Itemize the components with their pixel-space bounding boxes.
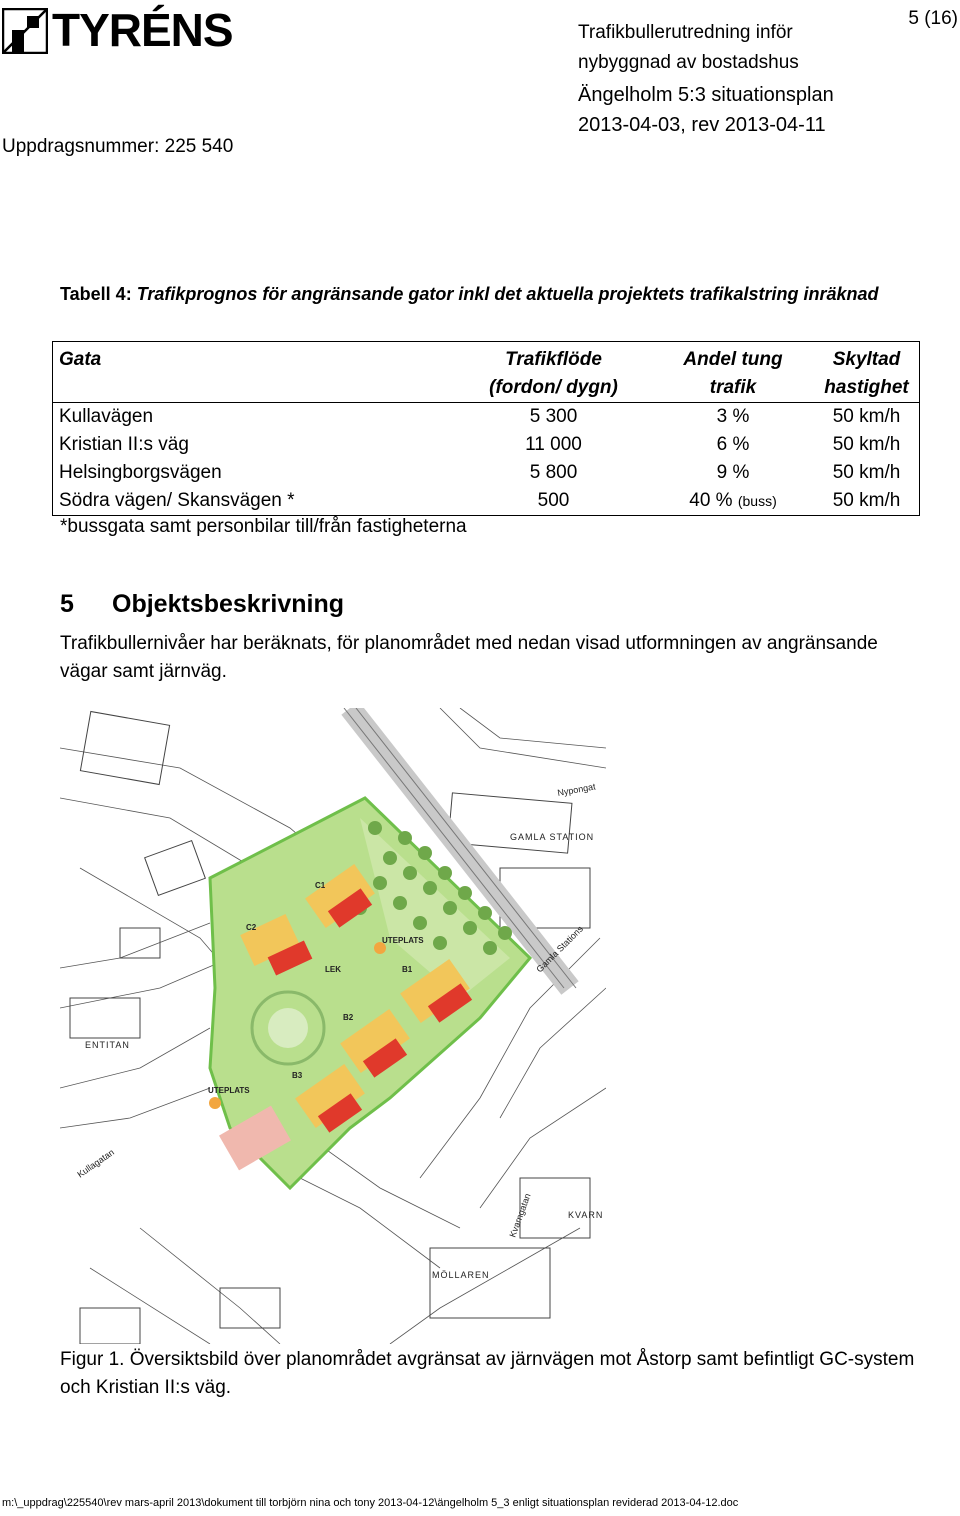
map-label-uteplats: UTEPLATS [208, 1086, 250, 1095]
section-heading [60, 590, 344, 619]
cell-flow: 500 [537, 490, 570, 511]
assignment-number: Uppdragsnummer: 225 540 [2, 136, 234, 157]
page-number: 5 (16) [908, 8, 958, 29]
table-row [53, 487, 920, 516]
tyrens-logo-icon [2, 8, 48, 54]
play-center [268, 1008, 308, 1048]
map-label-b2: B2 [343, 1013, 354, 1022]
table-row [53, 459, 920, 487]
map-label-mollaren: MÖLLAREN [432, 1270, 490, 1280]
map-label-kvarn: KVARN [568, 1210, 604, 1220]
cell-heavy: 40 % (buss) [689, 490, 777, 511]
map-label-gamla-stations: Gamla Stations [534, 923, 585, 975]
company-name: TYRÉNS [52, 4, 233, 56]
report-title-line1: Trafikbullerutredning inför [578, 22, 793, 43]
table-caption-text: Trafikprognos för angränsande gator inkl det aktuella projektets trafikalstring inräknad [136, 284, 879, 304]
map-label-nypongatan: Nypongat [556, 781, 597, 798]
table-caption [60, 280, 920, 308]
place-name: Ängelholm 5:3 situationsplan [578, 84, 834, 106]
map-label-gamla-station: GAMLA STATION [510, 832, 595, 842]
report-title [578, 18, 799, 78]
cell-street: Helsingborgsvägen [59, 462, 222, 483]
table-row [53, 431, 920, 459]
cell-flow: 5 300 [529, 406, 578, 427]
table-caption-label: Tabell 4: [60, 284, 132, 304]
map-label-b1: B1 [402, 965, 413, 974]
cell-speed: 50 km/h [832, 462, 901, 483]
patio-marker [209, 1097, 221, 1109]
report-title-line2: nybyggnad av bostadshus [578, 52, 799, 73]
footer-file-path: m:\_uppdrag\225540\rev mars-april 2013\dokument till torbjörn nina och tony 2013-04-12\ängelholm 5_3 enligt situationsplan reviderad 2013-04-12.doc [2, 1497, 739, 1509]
section-number: 5 [60, 590, 74, 618]
map-label-kullagatan: Kullagatan [75, 1147, 116, 1180]
table-footnote: *bussgata samt personbilar till/från fastigheterna [60, 516, 467, 537]
header-speed: Skyltad hastighet [824, 349, 909, 398]
site-plan-map [60, 708, 606, 1344]
section-paragraph: Trafikbullernivåer har beräknats, för planområdet med nedan visad utformningen av angränsande vägar samt järnväg. [60, 633, 878, 682]
cell-speed: 50 km/h [832, 406, 901, 427]
header-street: Gata [59, 349, 102, 370]
map-label-lek: LEK [325, 965, 341, 974]
report-subtitle [578, 80, 834, 140]
cell-heavy: 6 % [716, 434, 750, 455]
cell-street: Kristian II:s väg [59, 434, 189, 455]
cell-speed: 50 km/h [832, 434, 901, 455]
company-logo [0, 6, 240, 54]
header-flow: Trafikflöde (fordon/ dygn) [489, 349, 618, 398]
cell-street: Kullavägen [59, 406, 154, 427]
report-date: 2013-04-03, rev 2013-04-11 [578, 114, 826, 136]
map-label-b3: B3 [292, 1071, 303, 1080]
cell-heavy: 3 % [716, 406, 750, 427]
cell-speed: 50 km/h [832, 490, 901, 511]
map-label-c1: C1 [315, 881, 326, 890]
cell-heavy: 9 % [716, 462, 750, 483]
map-label-kvarngatan: Kvarngatan [507, 1191, 533, 1239]
cell-flow: 11 000 [525, 434, 582, 455]
table-header-row [53, 342, 920, 403]
cell-street: Södra vägen/ Skansvägen * [59, 490, 295, 511]
table-row [53, 403, 920, 432]
map-label-c2: C2 [246, 923, 257, 932]
map-label-entitan: ENTITAN [85, 1040, 130, 1050]
map-label-uteplats: UTEPLATS [382, 936, 424, 945]
figure-caption: Figur 1. Översiktsbild över planområdet avgränsat av järnvägen mot Åstorp samt befintligt GC-system och Kristian II:s väg. [60, 1349, 915, 1398]
section-title: Objektsbeskrivning [112, 590, 345, 618]
header-heavy-traffic: Andel tung trafik [683, 349, 783, 398]
traffic-forecast-table [52, 341, 920, 516]
cell-flow: 5 800 [529, 462, 578, 483]
